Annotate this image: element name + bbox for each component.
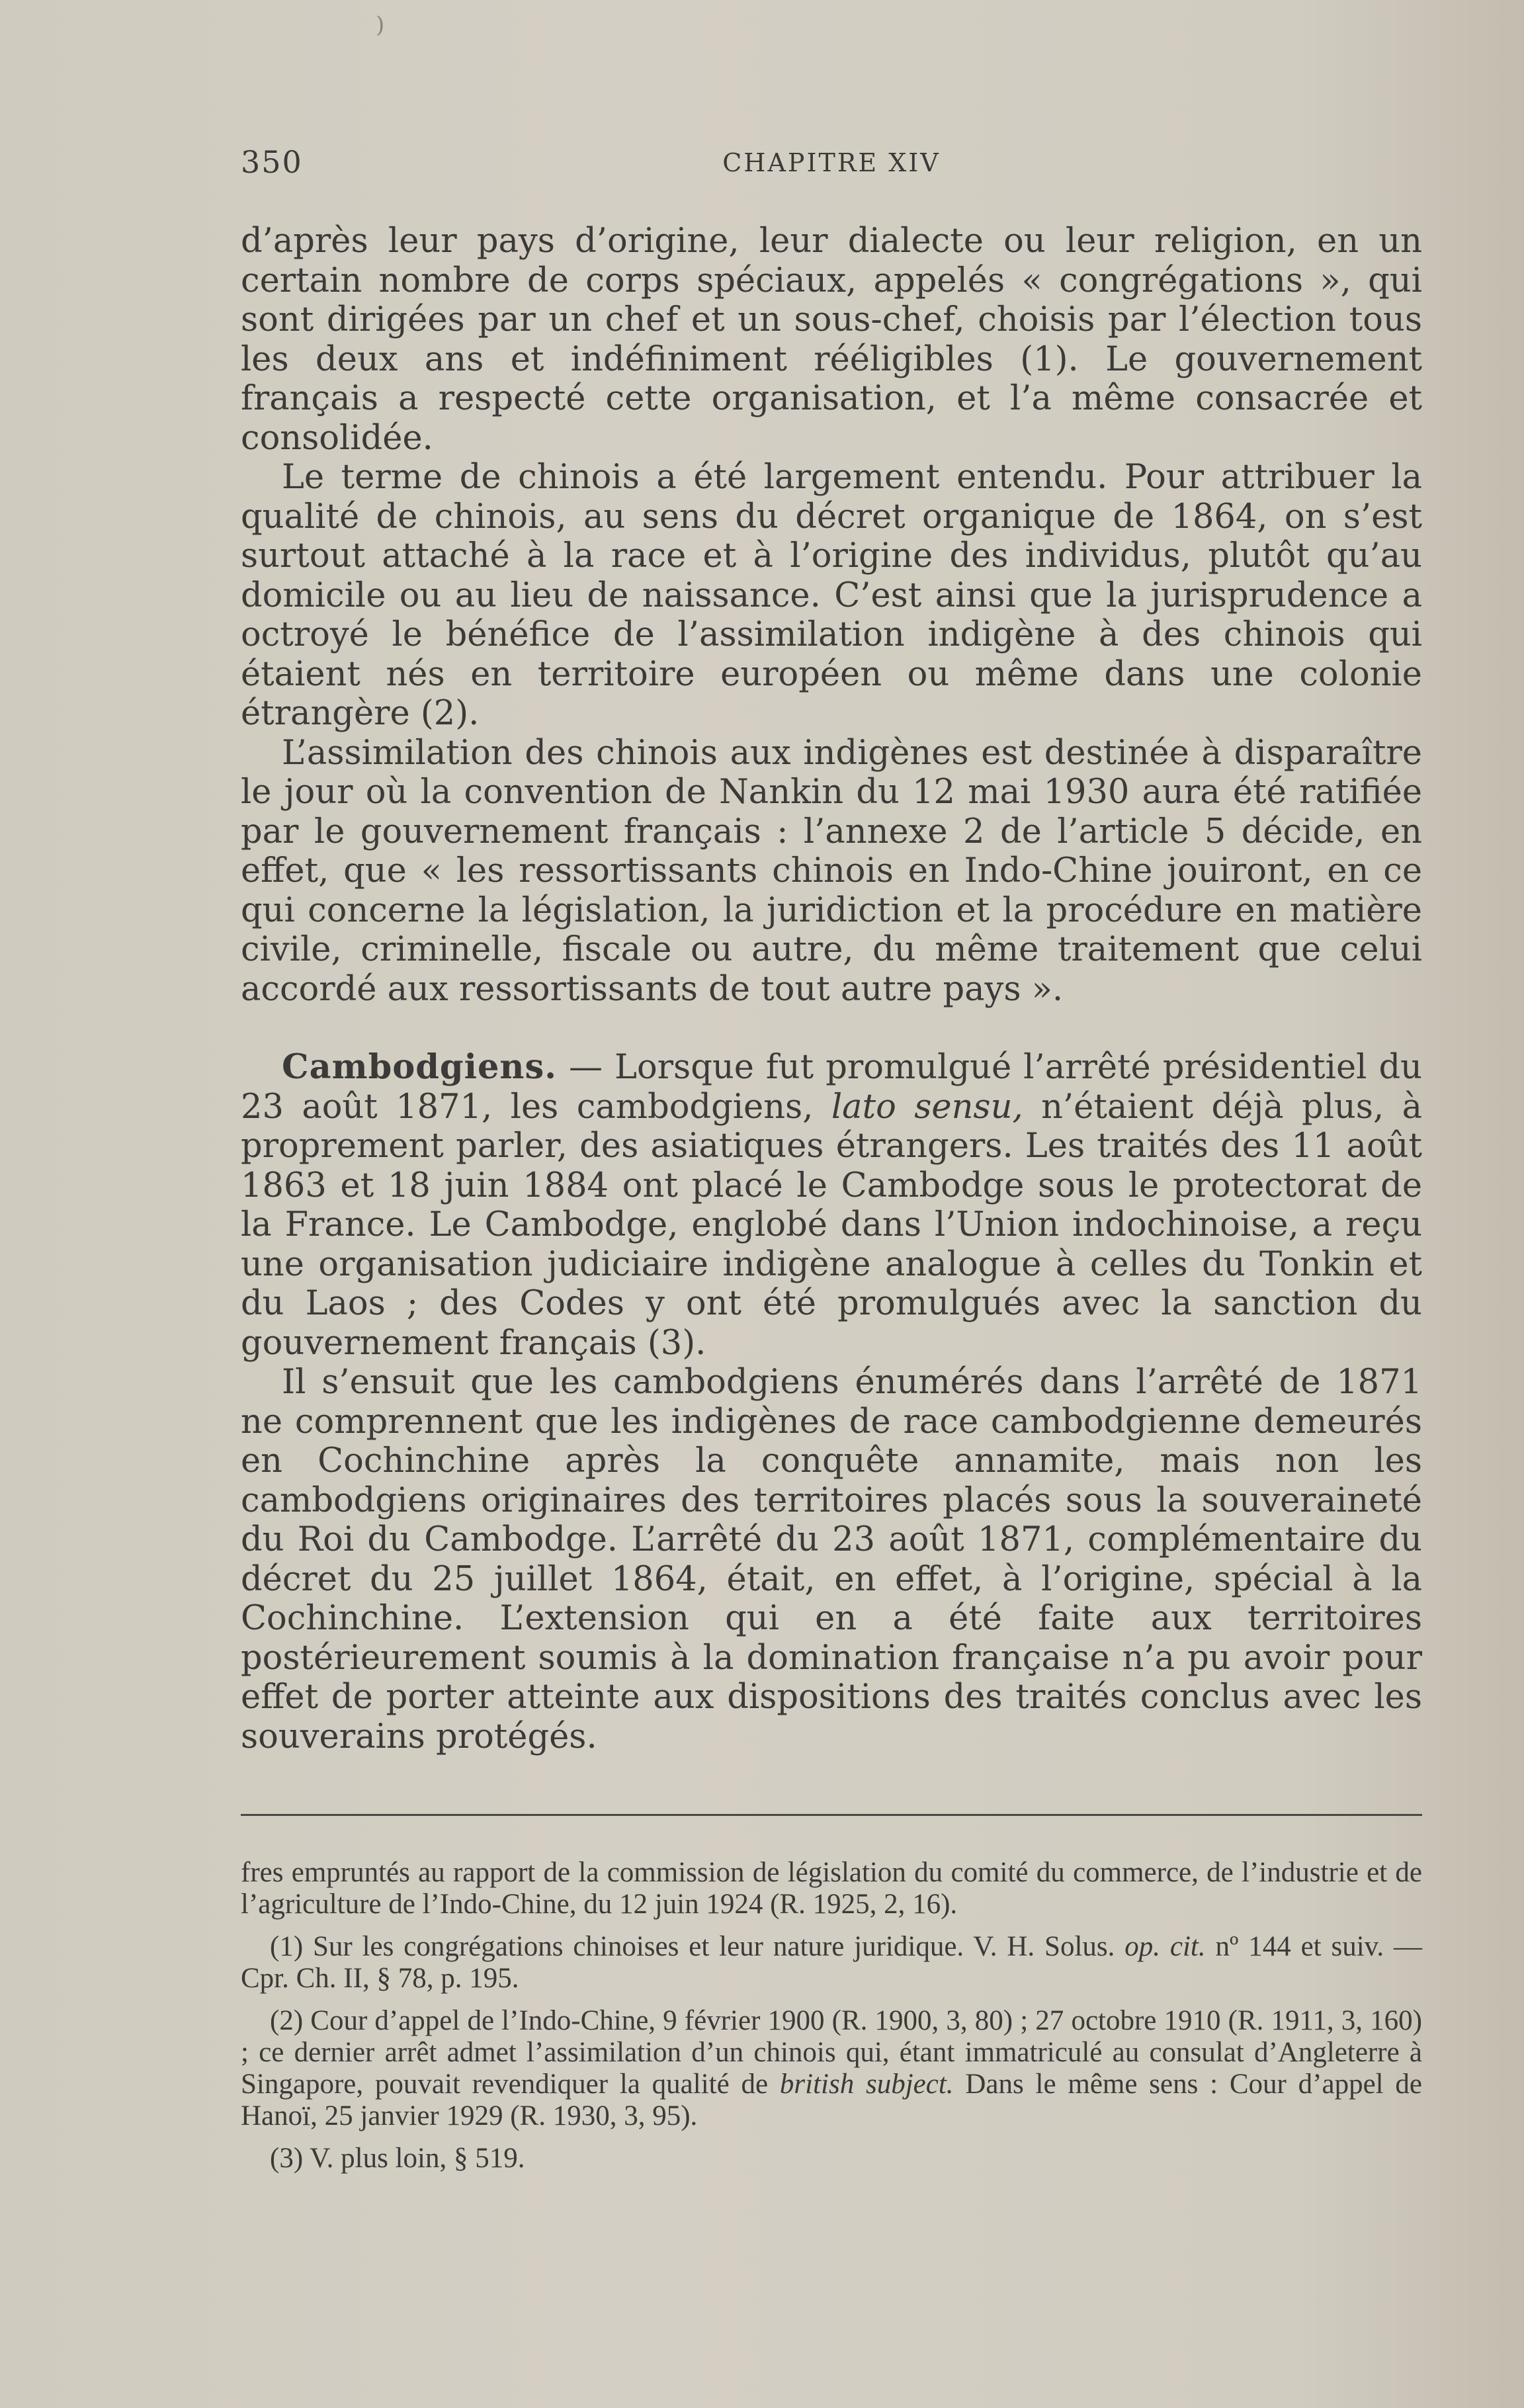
paragraph-1: d’après leur pays d’origine, leur dialecte ou leur religion, en un certain nombre de corps spéciaux, appelés « congrégations », qui sont dirigées par un chef et un sous-chef, choisis par l’élection tous les deux ans et indéfiniment rééligibles (1). Le gouvernement français a respecté cette organisation, et l’a même consacrée et consolidée.	[241, 222, 1422, 458]
paragraph-cambodgiens	[241, 1048, 1422, 1363]
paragraph-2: Le terme de chinois a été largement entendu. Pour attribuer la qualité de chinois, au sens du décret organique de 1864, on s’est surtout attaché à la race et à l’origine des individus, plutôt qu’au domicile ou au lieu de naissance. C’est ainsi que la jurisprudence a octroyé le bénéfice de l’assimilation indigène à des chinois qui étaient nés en territoire européen ou même dans une colonie étrangère (2).	[241, 458, 1422, 733]
footnote-separator	[241, 1814, 1422, 1816]
page-header	[241, 144, 1422, 191]
main-text	[241, 222, 1422, 1756]
footnote-3: (3) V. plus loin, § 519.	[270, 2143, 525, 2174]
footnotes	[241, 1857, 1422, 2185]
footnote-continuation: fres empruntés au rapport de la commission de législation du comité du commerce, de l’industrie et de l’agriculture de l’Indo-Chine, du 12 juin 1924 (R. 1925, 2, 16).	[241, 1857, 1422, 1920]
footnote-1	[241, 1931, 1422, 1995]
footnote-2-part-a: (2) Cour d’appel de l’Indo-Chine, 9 février 1900 (R. 1900, 3, 80) ; 27 octobre 1910 (R. 1911, 3, 160) ; ce dernier arrêt admet l’assimilation d’un chinois qui, étant immatriculé au consulat d’Angleterre à Singapore, pouvait revendiquer la qualité de	[241, 2005, 1422, 2100]
page-number: 350	[241, 144, 303, 180]
paragraph-3: L’assimilation des chinois aux indigènes est destinée à disparaître le jour où la convention de Nankin du 12 mai 1930 aura été ratifiée par le gouvernement français : l’annexe 2 de l’article 5 décide, en effet, que « les ressortissants chinois en Indo-Chine jouiront, en ce qui concerne la législation, la juridiction et la procédure en matière civile, criminelle, fiscale ou autre, du même traitement que celui accordé aux ressortissants de tout autre pays ».	[241, 733, 1422, 1009]
latin-phrase: lato sensu,	[831, 1087, 1023, 1127]
scan-artifact-mark: )	[376, 12, 385, 38]
running-title: CHAPITRE XIV	[722, 148, 941, 177]
paragraph-4-part-a: — Lorsque fut promulgué l’arrêté présidentiel du 23 août 1871, les cambodgiens,	[241, 1048, 1422, 1127]
footnote-1-italic: op. cit.	[1124, 1931, 1206, 1962]
section-heading-cambodgiens: Cambodgiens.	[282, 1047, 557, 1087]
section-gap	[241, 1009, 1422, 1048]
footnote-1-part-a: (1) Sur les congrégations chinoises et leur nature juridique. V. H. Solus.	[270, 1931, 1125, 1962]
footnote-2-italic: british subject.	[779, 2069, 954, 2100]
paragraph-5: Il s’ensuit que les cambodgiens énumérés dans l’arrêté de 1871 ne comprennent que les indigènes de race cambodgienne demeurés en Cochinchine après la conquête annamite, mais non les cambodgiens originaires des territoires placés sous la souveraineté du Roi du Cambodge. L’arrêté du 23 août 1871, complémentaire du décret du 25 juillet 1864, était, en effet, à l’origine, spécial à la Cochinchine. L’extension qui en a été faite aux territoires postérieurement soumis à la domination française n’a pu avoir pour effet de porter atteinte aux dispositions des traités conclus avec les souverains protégés.	[241, 1363, 1422, 1756]
paragraph-4-part-b: n’étaient déjà plus, à proprement parler, des asiatiques étrangers. Les traités des 11 août 1863 et 18 juin 1884 ont placé le Cambodge sous le protectorat de la France. Le Cambodge, englobé dans l’Union indochinoise, a reçu une organisation judiciaire indigène analogue à celles du Tonkin et du Laos ; des Codes y ont été promulgués avec la sanction du gouvernement français (3).	[241, 1087, 1422, 1363]
footnote-1-part-b: nº 144 et suiv. — Cpr. Ch. II, § 78, p. 195.	[241, 1931, 1422, 1994]
footnote-2	[241, 2005, 1422, 2132]
footnote-2-part-b: Dans le même sens : Cour d’appel de Hanoï, 25 janvier 1929 (R. 1930, 3, 95).	[241, 2069, 1422, 2131]
